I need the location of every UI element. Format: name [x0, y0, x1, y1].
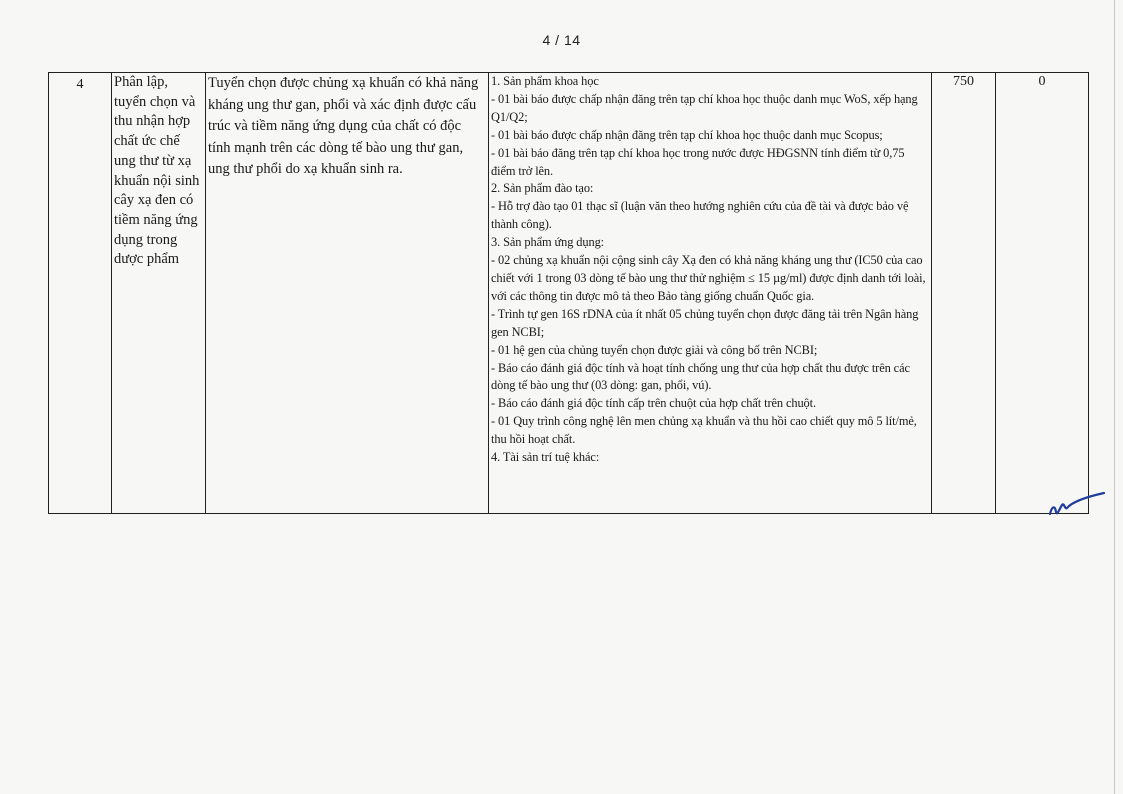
product-line: 3. Sản phẩm ứng dụng:: [491, 235, 605, 250]
handwritten-signature: [1046, 488, 1106, 518]
product-line: - 02 chủng xạ khuẩn nội cộng sinh cây Xạ đen có khả năng kháng ung thư (IC50 của cao chiết với 1 trong 03 dòng tế bào ung thư thử nghiệm ≤ 15 µg/ml) được định danh tới loài, với các thông tin được mô tả theo Bảo tàng giống chuẩn Quốc gia.: [491, 253, 926, 303]
product-line: - 01 hệ gen của chủng tuyển chọn được giải và công bố trên NCBI;: [491, 342, 818, 357]
product-line: - 01 bài báo đăng trên tạp chí khoa học trong nước được HĐGSNN tính điểm từ 0,75 điểm trở lên.: [491, 145, 905, 178]
project-name-cell: [112, 73, 206, 514]
product-line: 1. Sản phẩm khoa học: [491, 74, 599, 88]
table-row: [49, 73, 1089, 514]
project-table: [48, 72, 1089, 514]
products-cell: [489, 73, 932, 514]
row-number: 4: [76, 77, 84, 92]
product-line: - Báo cáo đánh giá độc tính cấp trên chuột của hợp chất trên chuột.: [491, 396, 816, 411]
product-line: - 01 bài báo được chấp nhận đăng trên tạp chí khoa học thuộc danh mục WoS, xếp hạng Q1/Q2;: [491, 91, 918, 124]
project-name: Phân lập, tuyển chọn và thu nhận hợp chất ức chế ung thư từ xạ khuẩn nội sinh cây xạ đen có tiềm năng ứng dụng trong dược phẩm: [114, 74, 200, 268]
product-line: 2. Sản phẩm đào tạo:: [491, 181, 594, 196]
extra-value: 0: [1038, 74, 1046, 89]
extra-cell: [996, 73, 1089, 514]
budget-value: 750: [953, 74, 974, 89]
product-line: - 01 bài báo được chấp nhận đăng trên tạp chí khoa học thuộc danh mục Scopus;: [491, 127, 883, 142]
product-line: 4. Tài sản trí tuệ khác:: [491, 450, 600, 465]
page-number: 4 / 14: [542, 32, 581, 48]
budget-cell: [932, 73, 996, 514]
product-line: - Trình tự gen 16S rDNA của ít nhất 05 chủng tuyển chọn được đăng tải trên Ngân hàng gen NCBI;: [491, 306, 919, 339]
product-line: - 01 Quy trình công nghệ lên men chủng xạ khuẩn và thu hồi cao chiết quy mô 5 lít/mẻ, thu hồi hoạt chất.: [491, 414, 917, 447]
row-number-cell: [49, 73, 112, 514]
product-line: - Báo cáo đánh giá độc tính và hoạt tính chống ung thư của hợp chất thu được trên các dòng tế bào ung thư (03 dòng: gan, phổi, vú).: [491, 360, 910, 393]
product-line: - Hỗ trợ đào tạo 01 thạc sĩ (luận văn theo hướng nghiên cứu của đề tài và được bảo vệ thành công).: [491, 199, 909, 232]
scan-edge-line: [1114, 0, 1115, 794]
objective-text: Tuyển chọn được chủng xạ khuẩn có khả năng kháng ung thư gan, phổi và xác định được cấu trúc và tiềm năng ứng dụng của chất có độc tính mạnh trên các dòng tế bào ung thư gan, ung thư phổi do xạ khuẩn sinh ra.: [208, 75, 479, 177]
objective-cell: [206, 73, 489, 514]
